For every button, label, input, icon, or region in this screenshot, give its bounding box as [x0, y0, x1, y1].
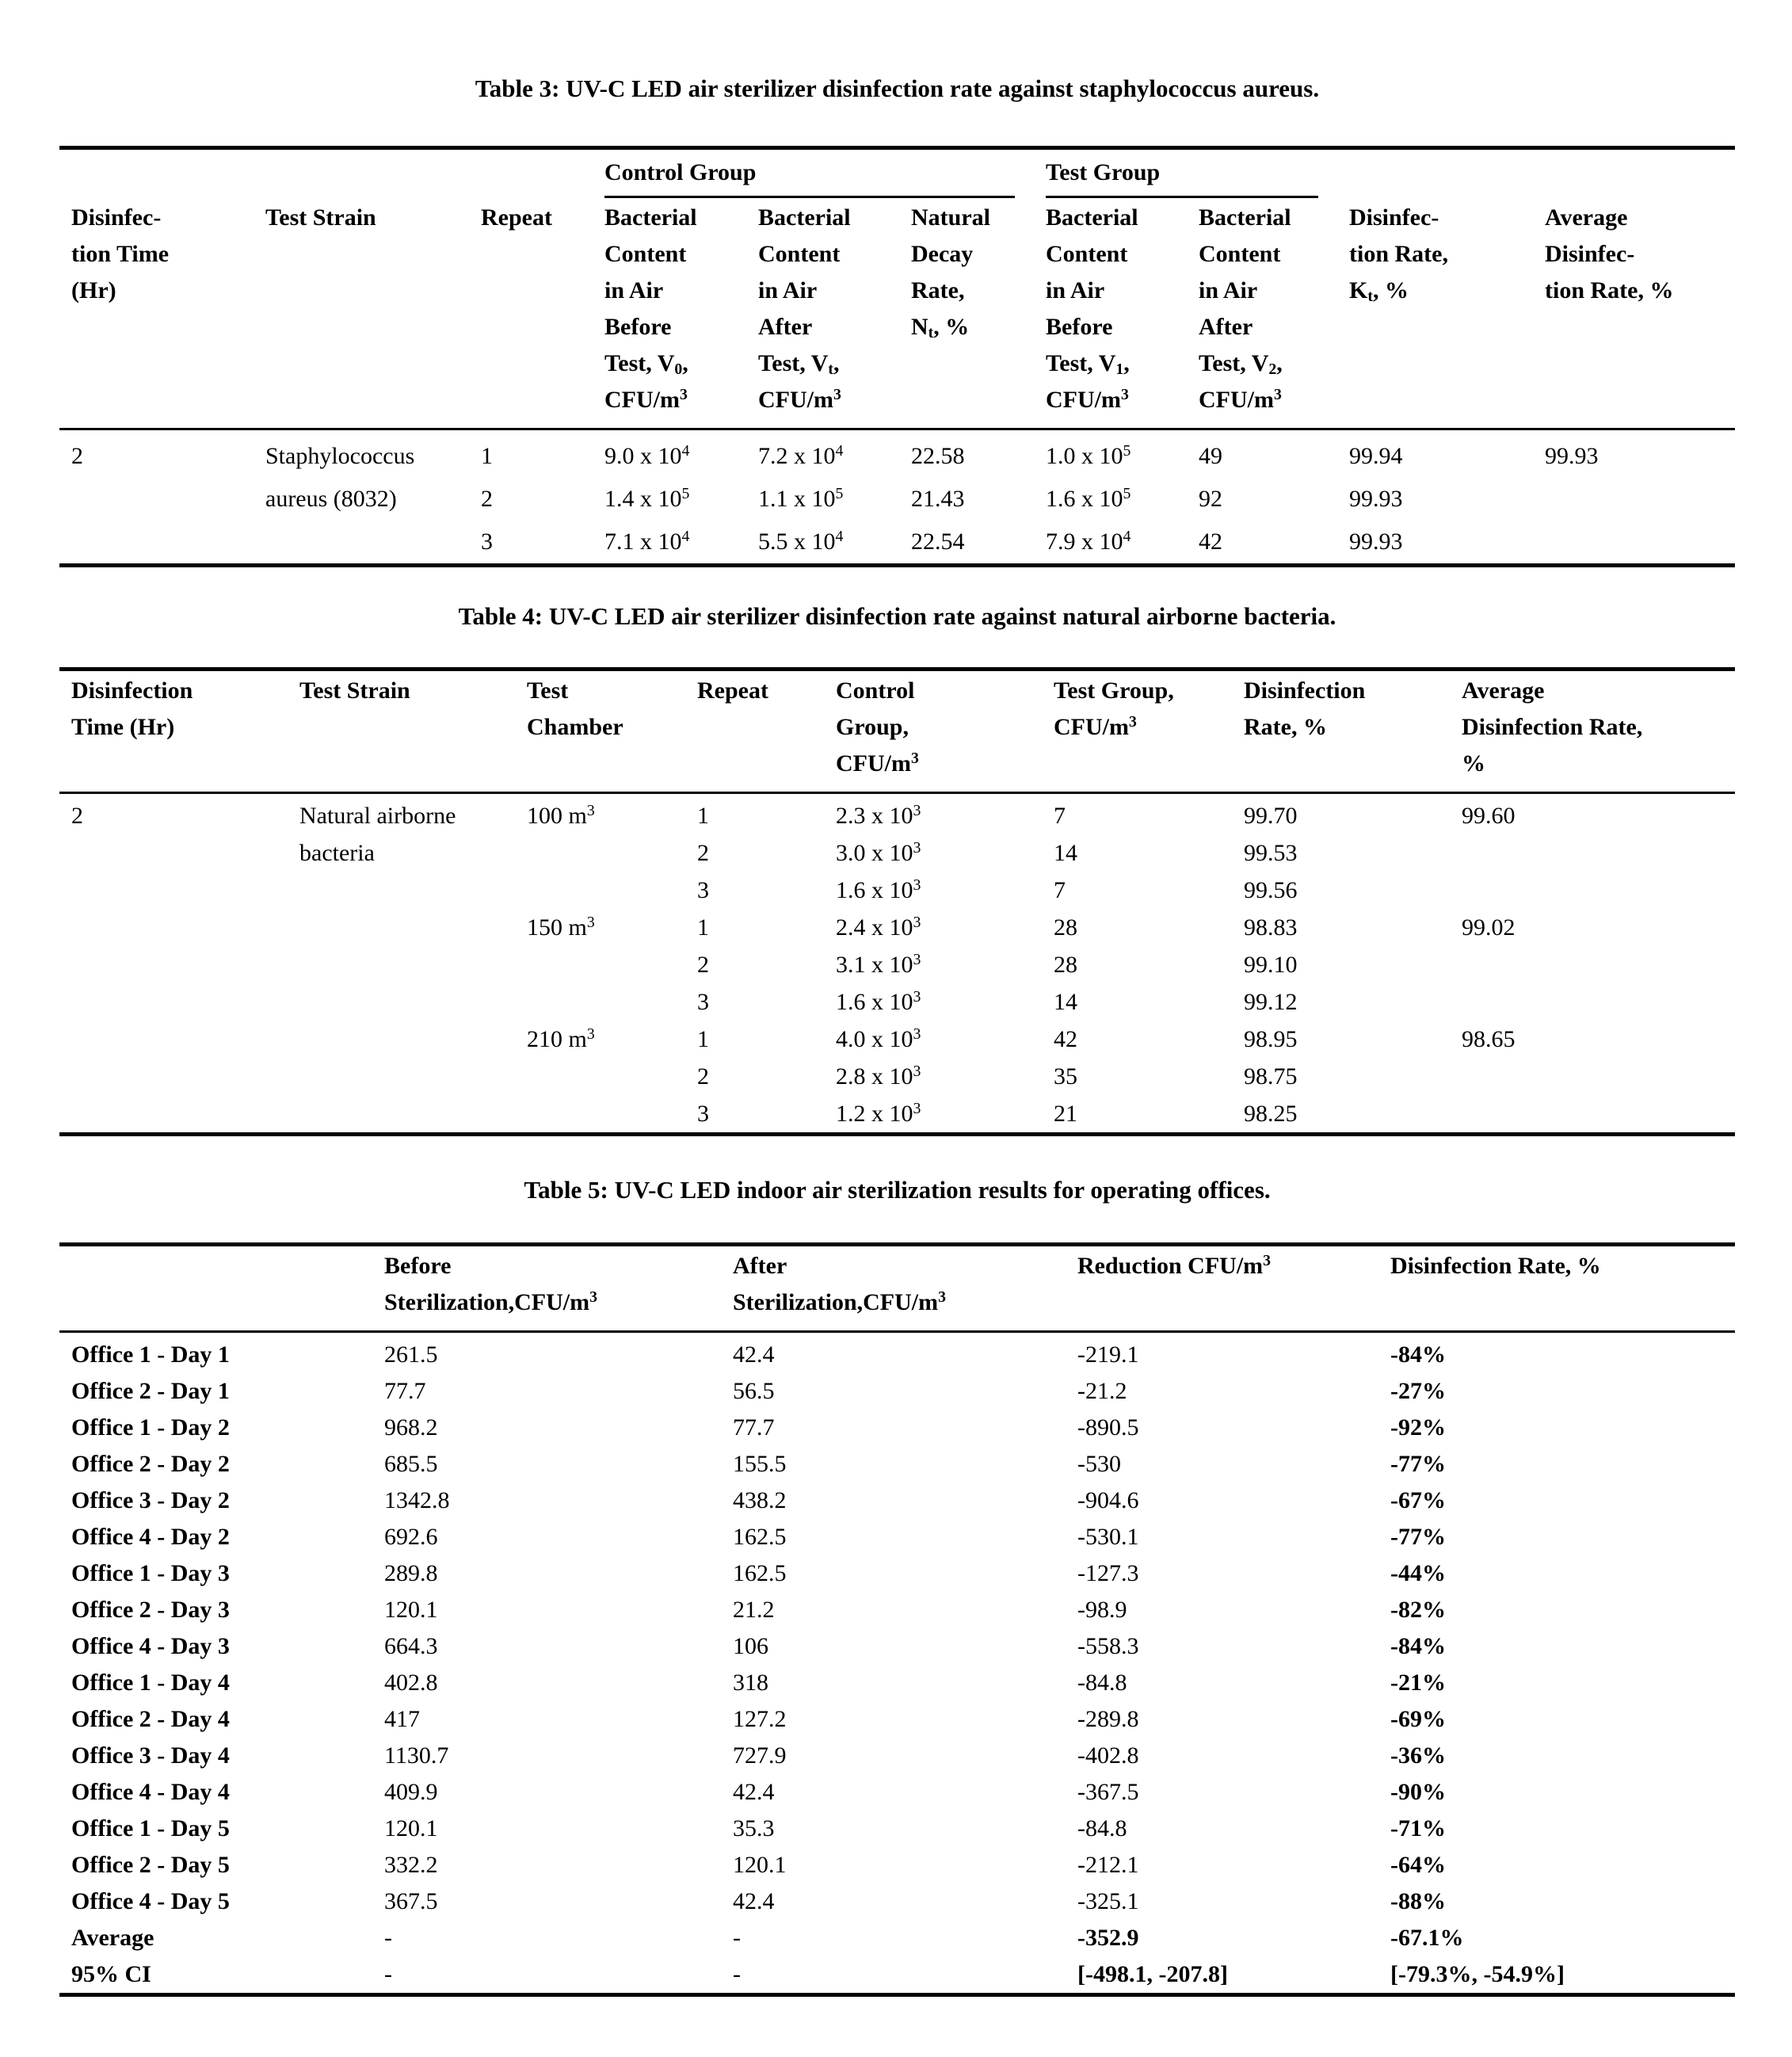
cell: 98.65: [1462, 1026, 1516, 1052]
group-header-row: [59, 148, 1735, 199]
cell: Office 4 - Day 2: [71, 1524, 230, 1550]
cell: 1.0 x $10^5$: [1046, 442, 1131, 469]
cell: 1130.7: [384, 1742, 449, 1769]
cell: -88%: [1390, 1888, 1446, 1914]
cell: 99.12: [1244, 989, 1298, 1015]
cell: 127.2: [733, 1706, 787, 1732]
cell: -558.3: [1077, 1633, 1139, 1659]
table4-header: [59, 670, 1735, 793]
cell: -84.8: [1077, 1815, 1127, 1841]
cell: -67%: [1390, 1487, 1446, 1513]
cell: 99.02: [1462, 914, 1516, 941]
cell: -84%: [1390, 1633, 1446, 1659]
cell: -352.9: [1077, 1925, 1139, 1951]
cell: Natural airborne bacteria: [299, 803, 456, 866]
cell: 1: [697, 914, 709, 941]
cell: -77%: [1390, 1524, 1446, 1550]
cell: 332.2: [384, 1852, 438, 1878]
cell: [-79.3%, -54.9%]: [1390, 1961, 1565, 1987]
cell: 100 $m^3$: [527, 802, 595, 829]
cell: -367.5: [1077, 1779, 1139, 1805]
table3-caption: Table 3: UV-C LED air sterilizer disinfection rate against staphylococcus aureus.: [475, 74, 1320, 102]
cell: 92: [1199, 486, 1222, 512]
table-row: [59, 1920, 1735, 1956]
cell: 28: [1054, 952, 1077, 978]
cell: [-498.1, -207.8]: [1077, 1961, 1228, 1987]
cell: Office 1 - Day 3: [71, 1560, 230, 1586]
table-row: [59, 793, 1735, 835]
table-row: [59, 1628, 1735, 1665]
table-row: [59, 1774, 1735, 1811]
cell: Office 2 - Day 5: [71, 1852, 230, 1878]
cell: 14: [1054, 989, 1077, 1015]
col-header: Before $Sterilization,CFU/m^3$: [372, 1245, 721, 1332]
cell: 9.0 x $10^4$: [604, 442, 690, 469]
table5-caption: Table 5: UV-C LED indoor air sterilization results for operating offices.: [524, 1176, 1271, 1204]
cell: 99.93: [1545, 443, 1599, 469]
cell: -402.8: [1077, 1742, 1139, 1769]
cell: -82%: [1390, 1597, 1446, 1623]
cell: -67.1%: [1390, 1925, 1464, 1951]
cell: 56.5: [733, 1378, 775, 1404]
cell: 409.9: [384, 1779, 438, 1805]
col-header: After $Sterilization,CFU/m^3$: [721, 1245, 1066, 1332]
cell: -92%: [1390, 1414, 1446, 1441]
cell: 417: [384, 1706, 420, 1732]
table5: [59, 1242, 1735, 1997]
col-header: Natural Decay Rate, $N_t$, %: [899, 198, 1034, 429]
cell: -289.8: [1077, 1706, 1139, 1732]
cell: 1: [481, 443, 493, 469]
cell: 1: [697, 803, 709, 829]
table5-body: [59, 1332, 1735, 1995]
cell: 968.2: [384, 1414, 438, 1441]
cell: 21.43: [911, 486, 965, 512]
cell: -21.2: [1077, 1378, 1127, 1404]
cell: 2.8 x $10^3$: [836, 1063, 921, 1090]
cell: 98.75: [1244, 1063, 1298, 1090]
table4: [59, 667, 1735, 1136]
cell: 261.5: [384, 1341, 438, 1368]
cell: 1342.8: [384, 1487, 450, 1513]
cell: 1.4 x $10^5$: [604, 485, 690, 512]
cell: 150 $m^3$: [527, 914, 595, 941]
cell: -77%: [1390, 1451, 1446, 1477]
cell: 77.7: [384, 1378, 426, 1404]
cell: 7: [1054, 803, 1066, 829]
cell: 98.83: [1244, 914, 1298, 941]
cell: 99.56: [1244, 877, 1298, 903]
table-row: [59, 1332, 1735, 1374]
cell: Office 1 - Day 1: [71, 1341, 230, 1368]
cell: 35: [1054, 1063, 1077, 1090]
cell: -98.9: [1077, 1597, 1127, 1623]
control-group-label: Control Group: [604, 155, 1015, 198]
cell: 210 $m^3$: [527, 1025, 595, 1052]
cell: -69%: [1390, 1706, 1446, 1732]
cell: 2: [697, 840, 709, 866]
cell: 22.54: [911, 529, 965, 555]
group-spacer: [1337, 148, 1735, 199]
table4-caption: Table 4: UV-C LED air sterilizer disinfection rate against natural airborne bacteria.: [458, 602, 1336, 630]
cell: 28: [1054, 914, 1077, 941]
cell: 162.5: [733, 1560, 787, 1586]
cell: 1.6 x $10^3$: [836, 876, 921, 903]
cell: 42.4: [733, 1341, 775, 1368]
cell: 318: [733, 1670, 768, 1696]
cell: 14: [1054, 840, 1077, 866]
cell: 289.8: [384, 1560, 438, 1586]
cell: 99.94: [1349, 443, 1403, 469]
cell: Office 3 - Day 2: [71, 1487, 230, 1513]
cell: 1.1 x $10^5$: [758, 485, 844, 512]
table-row: [59, 1665, 1735, 1701]
table3: [59, 146, 1735, 567]
cell: 98.95: [1244, 1026, 1298, 1052]
cell: 438.2: [733, 1487, 787, 1513]
col-header: Bacterial Content in Air Before Test, $V_0$, CFU/$m^3$: [593, 198, 746, 429]
cell: 7.2 x $10^4$: [758, 442, 844, 469]
col-header: [59, 1245, 372, 1332]
cell: 7: [1054, 877, 1066, 903]
cell: Average: [71, 1925, 154, 1951]
col-header: Repeat: [685, 670, 824, 793]
table-row: [59, 1956, 1735, 1995]
table-row: [59, 1519, 1735, 1555]
cell: 98.25: [1244, 1101, 1298, 1127]
col-header: Disinfec- tion Rate, $K_t$, %: [1337, 198, 1533, 429]
table-row: [59, 1701, 1735, 1738]
col-header: Repeat: [469, 198, 593, 429]
cell: -84%: [1390, 1341, 1446, 1368]
cell: Office 2 - Day 2: [71, 1451, 230, 1477]
cell: 7.1 x $10^4$: [604, 528, 690, 555]
cell: -325.1: [1077, 1888, 1139, 1914]
cell: 3: [697, 989, 709, 1015]
cell: 3: [697, 877, 709, 903]
cell: 35.3: [733, 1815, 775, 1841]
cell: -890.5: [1077, 1414, 1139, 1441]
cell: 99.93: [1349, 486, 1403, 512]
cell: 3.1 x $10^3$: [836, 951, 921, 978]
cell: 664.3: [384, 1633, 438, 1659]
cell: 120.1: [733, 1852, 787, 1878]
table-row: [59, 1883, 1735, 1920]
cell: 106: [733, 1633, 768, 1659]
cell: 2.4 x $10^3$: [836, 914, 921, 941]
col-header: Test Strain: [254, 198, 469, 429]
cell: 42.4: [733, 1888, 775, 1914]
cell: 42.4: [733, 1779, 775, 1805]
cell: -127.3: [1077, 1560, 1139, 1586]
cell: 692.6: [384, 1524, 438, 1550]
cell: -: [733, 1925, 741, 1951]
col-header: Bacterial Content in Air After Test, $V_t$, CFU/$m^3$: [746, 198, 899, 429]
cell: 95% CI: [71, 1961, 151, 1987]
cell: -: [384, 1961, 392, 1987]
cell: 42: [1054, 1026, 1077, 1052]
cell: -904.6: [1077, 1487, 1139, 1513]
cell: Office 2 - Day 3: [71, 1597, 230, 1623]
table-row: [59, 1373, 1735, 1410]
col-header: Bacterial Content in Air Before Test, $V_1$, CFU/$m^3$: [1034, 198, 1187, 429]
cell: Staphylococcus aureus (8032): [265, 443, 415, 512]
table-row: [59, 1483, 1735, 1519]
col-header: Average Disinfection Rate, %: [1450, 670, 1735, 793]
cell: 685.5: [384, 1451, 438, 1477]
cell: -36%: [1390, 1742, 1446, 1769]
cell: 3: [481, 529, 493, 555]
table-row: [59, 1410, 1735, 1446]
cell: 42: [1199, 529, 1222, 555]
table-row: [59, 1555, 1735, 1592]
cell: 99.10: [1244, 952, 1298, 978]
cell: 2.3 x $10^3$: [836, 802, 921, 829]
cell: 5.5 x $10^4$: [758, 528, 844, 555]
cell: Office 2 - Day 4: [71, 1706, 230, 1732]
cell: -219.1: [1077, 1341, 1139, 1368]
table5-header: [59, 1245, 1735, 1332]
cell: 2: [481, 486, 493, 512]
cell: 3: [697, 1101, 709, 1127]
cell: 22.58: [911, 443, 965, 469]
cell: -84.8: [1077, 1670, 1127, 1696]
test-group-header: [1034, 148, 1337, 199]
table4-body: [59, 793, 1735, 1135]
cell: 1.6 x $10^3$: [836, 988, 921, 1015]
col-header: Disinfection Rate, %: [1232, 670, 1450, 793]
table-row: [59, 1592, 1735, 1628]
table-row: [59, 1811, 1735, 1847]
cell: 1.2 x $10^3$: [836, 1100, 921, 1127]
cell: 77.7: [733, 1414, 775, 1441]
col-header: Disinfection Time (Hr): [59, 670, 288, 793]
col-header: Test Group, CFU/$m^3$: [1042, 670, 1232, 793]
cell: 1.6 x $10^5$: [1046, 485, 1131, 512]
cell: -64%: [1390, 1852, 1446, 1878]
col-header: Test Chamber: [515, 670, 685, 793]
group-spacer: [59, 148, 593, 199]
cell: 21.2: [733, 1597, 775, 1623]
cell: 155.5: [733, 1451, 787, 1477]
cell: 402.8: [384, 1670, 438, 1696]
table3-header: [59, 148, 1735, 429]
cell: 2: [71, 443, 83, 469]
col-header: Disinfec- tion Time (Hr): [59, 198, 254, 429]
cell: 2: [697, 952, 709, 978]
table-row: [59, 429, 1735, 479]
table-row: [59, 1738, 1735, 1774]
cell: 7.9 x $10^4$: [1046, 528, 1131, 555]
column-header-row: [59, 1245, 1735, 1332]
cell: 21: [1054, 1101, 1077, 1127]
cell: Office 1 - Day 4: [71, 1670, 230, 1696]
col-header: Disinfection Rate, %: [1378, 1245, 1735, 1332]
cell: Office 4 - Day 3: [71, 1633, 230, 1659]
cell: -44%: [1390, 1560, 1446, 1586]
cell: Office 1 - Day 5: [71, 1815, 230, 1841]
cell: 162.5: [733, 1524, 787, 1550]
col-header: Control Group, CFU/$m^3$: [824, 670, 1042, 793]
cell: 1: [697, 1026, 709, 1052]
table3-body: [59, 429, 1735, 566]
cell: 99.70: [1244, 803, 1298, 829]
cell: 99.60: [1462, 803, 1516, 829]
cell: -530: [1077, 1451, 1121, 1477]
col-header: Bacterial Content in Air After Test, $V_2$, CFU/$m^3$: [1187, 198, 1337, 429]
cell: -21%: [1390, 1670, 1446, 1696]
cell: -71%: [1390, 1815, 1446, 1841]
control-group-header: [593, 148, 1034, 199]
cell: -: [733, 1961, 741, 1987]
cell: 3.0 x $10^3$: [836, 839, 921, 866]
cell: Office 1 - Day 2: [71, 1414, 230, 1441]
test-group-label: Test Group: [1046, 155, 1318, 198]
cell: Office 2 - Day 1: [71, 1378, 230, 1404]
cell: 120.1: [384, 1597, 438, 1623]
cell: -212.1: [1077, 1852, 1139, 1878]
cell: 727.9: [733, 1742, 787, 1769]
column-header-row: [59, 670, 1735, 793]
cell: -90%: [1390, 1779, 1446, 1805]
cell: 2: [71, 803, 83, 829]
cell: 99.53: [1244, 840, 1298, 866]
cell: Office 4 - Day 4: [71, 1779, 230, 1805]
cell: 2: [697, 1063, 709, 1090]
table-row: [59, 1847, 1735, 1883]
cell: 367.5: [384, 1888, 438, 1914]
cell: Office 3 - Day 4: [71, 1742, 230, 1769]
cell: 120.1: [384, 1815, 438, 1841]
col-header: Average Disinfec- tion Rate, %: [1533, 198, 1735, 429]
cell: 4.0 x $10^3$: [836, 1025, 921, 1052]
cell: -530.1: [1077, 1524, 1139, 1550]
cell: 49: [1199, 443, 1222, 469]
cell: Office 4 - Day 5: [71, 1888, 230, 1914]
column-header-row: [59, 198, 1735, 429]
cell: -: [384, 1925, 392, 1951]
col-header: Test Strain: [288, 670, 515, 793]
cell: 99.93: [1349, 529, 1403, 555]
cell: -27%: [1390, 1378, 1446, 1404]
col-header: Reduction CFU/$m^3$: [1066, 1245, 1378, 1332]
table-row: [59, 1446, 1735, 1483]
